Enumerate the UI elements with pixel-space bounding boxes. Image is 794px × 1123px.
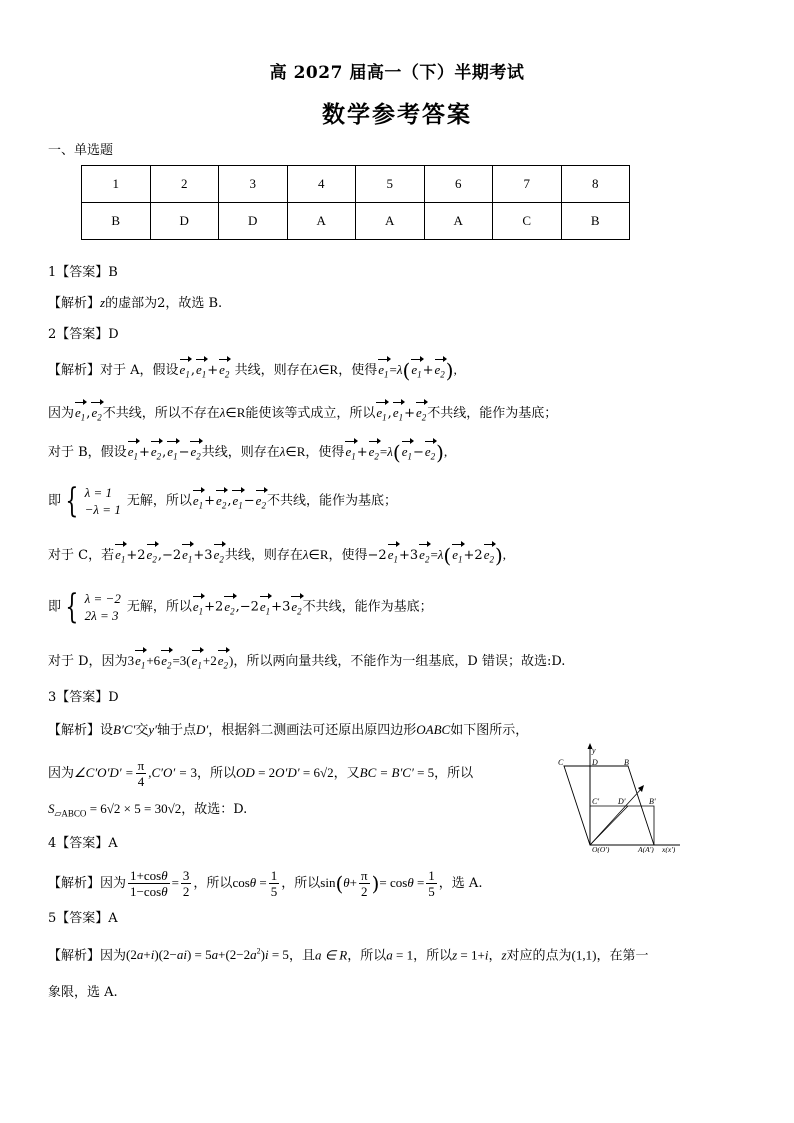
table-cell: 7 [493,166,562,203]
q3-answer: 3【答案】D [48,690,119,705]
fig-label: D [592,758,598,767]
answer-table [81,165,630,240]
answer-key-title: 数学参考答案 [322,101,472,128]
section-heading: 一、单选题 [48,143,114,158]
table-cell: A [356,203,425,240]
q1-answer: 1【答案】B [48,265,118,280]
fig-label: y [592,746,596,755]
fig-label: A(A') [638,845,654,853]
table-cell: 1 [82,166,151,203]
table-cell: 8 [561,166,630,203]
fig-label: x(x') [662,845,676,853]
table-cell: 6 [424,166,493,203]
q2-line1: 【解析】对于 A，假设$e_1,e_1+e_2$ 共线，则存在λ∈R，使得$e_1=\lambda(e_1+e_2)$, [48,358,457,383]
table-cell: D [150,203,219,240]
q3-line2: 因为∠C′O′D′ = $\frac{\pi}{4}$ ,C′O′ = 3，所以OD = 2O′D′ = 6√2，又BC = B′C′ = 5，所以 [48,758,474,789]
table-cell: D [219,203,288,240]
table-cell: 2 [150,166,219,203]
table-cell: A [287,203,356,240]
table-cell: B [82,203,151,240]
fig-label: C [558,758,564,767]
q4-answer: 4【答案】A [48,836,118,851]
table-row [82,203,630,240]
fig-label: B' [649,797,656,806]
q4-line1: 【解析】因为 $\frac{1+\cos\theta}{1-\cos\theta}$ = $\frac{3}{2}$ ，所以cosθ = $\frac{1}{5}$ ，所以sin(θ+ $\frac{\pi}{2}$ )= cosθ = $\frac{1}{5}$ ，选 A. [48,868,483,899]
q3-line3: $S_{▱ABCO} = 6√2 \times 5 = 30√2$，故选：D. [48,801,248,819]
table-cell: A [424,203,493,240]
table-cell: 3 [219,166,288,203]
table-cell: C [493,203,562,240]
q1-jiexi-label: 【解析】 [48,296,101,311]
q1-explanation [48,294,222,313]
q2-line2: 因为$e_1,e_2$不共线，所以不存在λ∈R能使该等式成立，所以$e_1,e_1+e_2$不共线，能作为基底； [48,404,557,427]
q2-line6: 即 { λ = −2 2λ = 3无解，所以$e_1+2e_2,-2e_1+3e_2$不共线，能作为基底； [48,587,433,627]
q2-line5: 对于 C，若$e_1+2e_2,-2e_1+3e_2$共线，则存在λ∈R，使得$-2e_1+3e_2=\lambda(e_1+2e_2)$, [48,543,507,568]
fig-label: C' [592,797,600,806]
table-cell: B [561,203,630,240]
q2-line7: 对于 D，因为$3e_1+6e_2=3(e_1+2e_2)$，所以两向量共线，不能作为一组基底，D 错误；故选:D. [48,652,565,675]
fig-label: D' [618,797,626,806]
q3-line1: 【解析】设B′C′交y′轴于点D′，根据斜二测画法可还原出原四边形OABC如下图所示， [48,722,529,738]
fig-label: B [624,758,629,767]
parallelogram-figure [552,743,687,853]
q5-line2: 象限，选 A. [48,985,118,1000]
q1-text: 的虚部为2，故选 B. [105,296,223,311]
exam-title: 高 2027 届高一（下）半期考试 [269,63,525,83]
q2-line3: 对于 B，假设$e_1+e_2,e_1-e_2$共线，则存在λ∈R，使得$e_1+e_2=\lambda(e_1-e_2)$, [48,440,448,465]
q1-var: z [100,295,106,310]
q2-answer: 2【答案】D [48,327,119,342]
q2-line4: 即 { λ = 1 −λ = 1无解，所以$e_1+e_2,e_1-e_2$不共线，能作为基底； [48,481,397,521]
table-cell: 4 [287,166,356,203]
fig-label: O(O') [592,845,610,853]
table-cell: 5 [356,166,425,203]
table-row [82,166,630,203]
q5-answer: 5【答案】A [48,911,118,926]
q5-line1: 【解析】因为$(2a+i)(2-ai) = 5a+(2-2a^2)i = 5$，且a ∈ R，所以a = 1，所以z = 1+i，z对应的点为(1,1)，在第一 [48,947,649,964]
